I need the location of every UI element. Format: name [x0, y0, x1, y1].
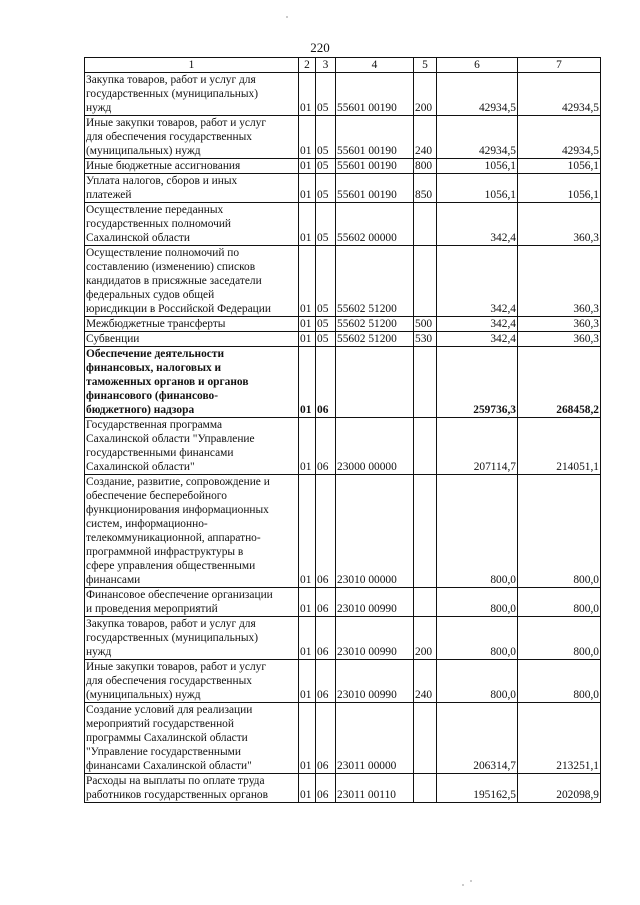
section-code-cell: 01 [299, 332, 316, 347]
row-name-cell: Финансовое обеспечение организации и проведения мероприятий [85, 588, 299, 617]
amount-year2-cell: 800,0 [518, 660, 601, 703]
section-code-cell: 01 [299, 73, 316, 116]
subsection-code-cell: 05 [316, 116, 336, 159]
row-name-cell: Закупка товаров, работ и услуг для государственных (муниципальных) нужд [85, 617, 299, 660]
table-row [85, 73, 601, 116]
subsection-code-cell: 05 [316, 73, 336, 116]
scan-speck [470, 880, 472, 882]
section-code-cell: 01 [299, 317, 316, 332]
row-name-cell: Осуществление переданных государственных полномочий Сахалинской области [85, 203, 299, 246]
subsection-code-cell: 05 [316, 203, 336, 246]
amount-year1-cell: 342,4 [437, 203, 518, 246]
section-code-cell: 01 [299, 703, 316, 774]
target-article-cell: 23010 00000 [336, 475, 414, 588]
table-row [85, 203, 601, 246]
subsection-code-cell: 06 [316, 617, 336, 660]
amount-year1-cell: 42934,5 [437, 116, 518, 159]
table-row [85, 703, 601, 774]
amount-year2-cell: 1056,1 [518, 159, 601, 174]
table-row [85, 418, 601, 475]
expense-type-cell [414, 203, 437, 246]
target-article-cell: 55602 00000 [336, 203, 414, 246]
expense-type-cell: 850 [414, 174, 437, 203]
table-row [85, 660, 601, 703]
subsection-code-cell: 06 [316, 475, 336, 588]
section-code-cell: 01 [299, 203, 316, 246]
amount-year2-cell: 360,3 [518, 246, 601, 317]
target-article-cell: 55601 00190 [336, 73, 414, 116]
column-header: 1 [85, 58, 299, 73]
expense-type-cell [414, 588, 437, 617]
expense-type-cell: 240 [414, 116, 437, 159]
expense-type-cell: 200 [414, 73, 437, 116]
target-article-cell: 55602 51200 [336, 246, 414, 317]
section-code-cell: 01 [299, 347, 316, 418]
amount-year2-cell: 360,3 [518, 332, 601, 347]
row-name-cell: Иные закупки товаров, работ и услуг для обеспечения государственных (муниципальных) нужд [85, 660, 299, 703]
amount-year2-cell: 800,0 [518, 617, 601, 660]
table-row [85, 116, 601, 159]
row-name-cell: Расходы на выплаты по оплате труда работников государственных органов [85, 774, 299, 803]
page-number: 220 [310, 40, 330, 55]
subsection-code-cell: 05 [316, 174, 336, 203]
table-row [85, 617, 601, 660]
scan-speck [286, 16, 288, 18]
table-row [85, 246, 601, 317]
table-row [85, 174, 601, 203]
expense-type-cell: 530 [414, 332, 437, 347]
target-article-cell: 55601 00190 [336, 116, 414, 159]
target-article-cell: 55602 51200 [336, 317, 414, 332]
amount-year2-cell: 202098,9 [518, 774, 601, 803]
amount-year1-cell: 342,4 [437, 246, 518, 317]
table-row [85, 159, 601, 174]
amount-year1-cell: 195162,5 [437, 774, 518, 803]
row-name-cell: Иные бюджетные ассигнования [85, 159, 299, 174]
subsection-code-cell: 06 [316, 588, 336, 617]
amount-year2-cell: 360,3 [518, 317, 601, 332]
amount-year2-cell: 213251,1 [518, 703, 601, 774]
subsection-code-cell: 06 [316, 418, 336, 475]
column-header: 5 [414, 58, 437, 73]
row-name-cell: Создание условий для реализации мероприятий государственной программы Сахалинской области "Управление государственными финансами Сахалинской области" [85, 703, 299, 774]
amount-year1-cell: 342,4 [437, 317, 518, 332]
row-name-cell: Закупка товаров, работ и услуг для государственных (муниципальных) нужд [85, 73, 299, 116]
table-row [85, 588, 601, 617]
scan-speck [462, 884, 464, 886]
table-row [85, 774, 601, 803]
row-name-cell: Создание, развитие, сопровождение и обеспечение бесперебойного функционирования информационных систем, информационно- телекоммуникационной, аппаратно- программной инфраструктуры в сфере управления общественными финансами [85, 475, 299, 588]
row-name-cell: Иные закупки товаров, работ и услуг для обеспечения государственных (муниципальных) нужд [85, 116, 299, 159]
target-article-cell: 23011 00110 [336, 774, 414, 803]
column-header: 3 [316, 58, 336, 73]
amount-year1-cell: 1056,1 [437, 159, 518, 174]
budget-table [84, 57, 601, 803]
subsection-code-cell: 05 [316, 332, 336, 347]
section-code-cell: 01 [299, 475, 316, 588]
expense-type-cell: 500 [414, 317, 437, 332]
section-code-cell: 01 [299, 588, 316, 617]
target-article-cell: 55601 00190 [336, 159, 414, 174]
table-row [85, 475, 601, 588]
subsection-code-cell: 05 [316, 246, 336, 317]
amount-year1-cell: 800,0 [437, 588, 518, 617]
amount-year1-cell: 259736,3 [437, 347, 518, 418]
section-code-cell: 01 [299, 774, 316, 803]
amount-year1-cell: 800,0 [437, 475, 518, 588]
section-code-cell: 01 [299, 159, 316, 174]
table-row [85, 332, 601, 347]
subsection-code-cell: 05 [316, 159, 336, 174]
subsection-code-cell: 06 [316, 347, 336, 418]
expense-type-cell: 240 [414, 660, 437, 703]
amount-year1-cell: 42934,5 [437, 73, 518, 116]
amount-year2-cell: 1056,1 [518, 174, 601, 203]
amount-year2-cell: 214051,1 [518, 418, 601, 475]
amount-year1-cell: 800,0 [437, 617, 518, 660]
amount-year1-cell: 342,4 [437, 332, 518, 347]
amount-year1-cell: 800,0 [437, 660, 518, 703]
section-code-cell: 01 [299, 660, 316, 703]
subsection-code-cell: 06 [316, 703, 336, 774]
section-code-cell: 01 [299, 174, 316, 203]
expense-type-cell [414, 347, 437, 418]
column-header: 4 [336, 58, 414, 73]
section-code-cell: 01 [299, 418, 316, 475]
target-article-cell: 23010 00990 [336, 588, 414, 617]
section-code-cell: 01 [299, 116, 316, 159]
expense-type-cell [414, 246, 437, 317]
table-body [85, 73, 601, 803]
amount-year1-cell: 1056,1 [437, 174, 518, 203]
row-name-cell: Уплата налогов, сборов и иных платежей [85, 174, 299, 203]
expense-type-cell [414, 703, 437, 774]
target-article-cell: 23010 00990 [336, 617, 414, 660]
expense-type-cell [414, 418, 437, 475]
amount-year2-cell: 268458,2 [518, 347, 601, 418]
amount-year1-cell: 206314,7 [437, 703, 518, 774]
section-code-cell: 01 [299, 617, 316, 660]
expense-type-cell: 200 [414, 617, 437, 660]
subsection-code-cell: 06 [316, 774, 336, 803]
row-name-cell: Осуществление полномочий по составлению (изменению) списков кандидатов в присяжные заседатели федеральных судов общей юрисдикции в Российской Федерации [85, 246, 299, 317]
column-header: 7 [518, 58, 601, 73]
row-name-cell: Субвенции [85, 332, 299, 347]
row-name-cell: Обеспечение деятельности финансовых, налоговых и таможенных органов и органов финансового (финансово- бюджетного) надзора [85, 347, 299, 418]
target-article-cell: 23011 00000 [336, 703, 414, 774]
target-article-cell: 23010 00990 [336, 660, 414, 703]
column-header: 6 [437, 58, 518, 73]
table-row [85, 317, 601, 332]
amount-year1-cell: 207114,7 [437, 418, 518, 475]
amount-year2-cell: 42934,5 [518, 73, 601, 116]
row-name-cell: Межбюджетные трансферты [85, 317, 299, 332]
target-article-cell: 55601 00190 [336, 174, 414, 203]
target-article-cell [336, 347, 414, 418]
amount-year2-cell: 42934,5 [518, 116, 601, 159]
row-name-cell: Государственная программа Сахалинской области "Управление государственными финансами Сахалинской области" [85, 418, 299, 475]
amount-year2-cell: 800,0 [518, 588, 601, 617]
target-article-cell: 23000 00000 [336, 418, 414, 475]
amount-year2-cell: 800,0 [518, 475, 601, 588]
expense-type-cell [414, 475, 437, 588]
subsection-code-cell: 05 [316, 317, 336, 332]
subsection-code-cell: 06 [316, 660, 336, 703]
target-article-cell: 55602 51200 [336, 332, 414, 347]
column-header: 2 [299, 58, 316, 73]
expense-type-cell: 800 [414, 159, 437, 174]
section-code-cell: 01 [299, 246, 316, 317]
table-header-row [85, 58, 601, 73]
expense-type-cell [414, 774, 437, 803]
amount-year2-cell: 360,3 [518, 203, 601, 246]
table-row [85, 347, 601, 418]
